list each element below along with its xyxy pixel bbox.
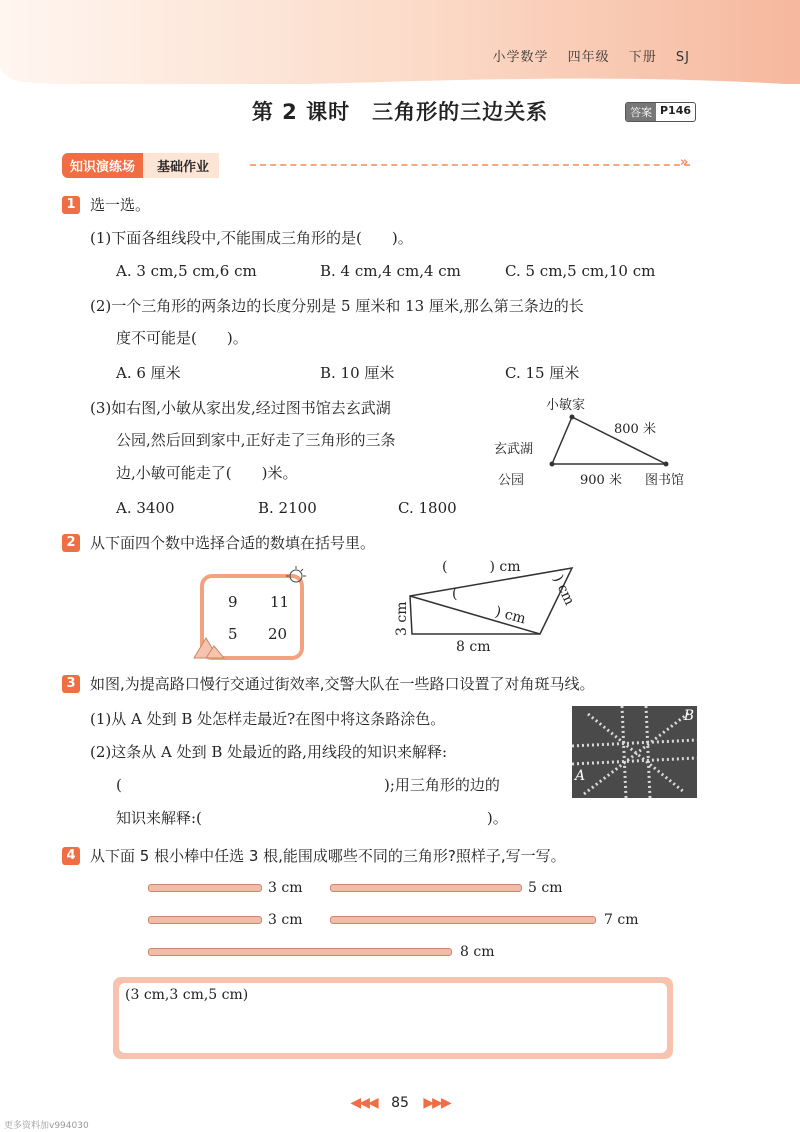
q1-p3-line2: 公园,然后回到家中,正好走了三角形的三条 — [116, 431, 396, 449]
q4-answer-area[interactable] — [119, 983, 667, 1053]
section-name: 知识演练场 — [62, 153, 143, 178]
stick-1-label: 3 cm — [268, 880, 303, 896]
number-card-frame — [202, 576, 302, 658]
q1-number: 1 — [62, 196, 80, 214]
page-title: 第 2 课时 三角形的三边关系 — [251, 100, 549, 124]
fig-lake-label1: 玄武湖 — [494, 442, 534, 457]
q1-p3-option-c: C. 1800 — [398, 499, 457, 517]
q1-p3-line3: 边,小敏可能走了( )米。 — [116, 464, 298, 482]
q4-number: 4 — [62, 847, 80, 865]
answer-tag-page: P146 — [660, 104, 692, 117]
q1-p2-line1: (2)一个三角形的两条边的长度分别是 5 厘米和 13 厘米,那么第三条边的长 — [90, 297, 584, 315]
q3-title: 如图,为提高路口慢行交通过街效率,交警大队在一些路口设置了对角斑马线。 — [90, 675, 595, 693]
header-subject: 小学数学 — [492, 50, 549, 65]
footer-pagination — [0, 1095, 800, 1111]
q3-number: 3 — [62, 675, 80, 693]
stick-5-label: 8 cm — [460, 944, 495, 960]
next-arrows-icon: ▶▶▶ — [423, 1095, 450, 1111]
prev-arrows-icon: ◀◀◀ — [350, 1095, 377, 1111]
stick-1 — [148, 884, 262, 892]
header-edition: SJ — [675, 50, 690, 65]
q3-p3a: ( — [116, 776, 122, 794]
card-number-1: 9 — [228, 593, 238, 611]
quad-top-label: ( ) cm — [442, 559, 521, 575]
q1-p2-option-b: B. 10 厘米 — [320, 364, 395, 382]
q1-p3-option-b: B. 2100 — [258, 499, 317, 517]
stick-3 — [148, 916, 262, 924]
point-a-label: A — [575, 768, 586, 784]
q3-p4: 知识来解释:( )。 — [116, 809, 508, 827]
q1-p2-option-a: A. 6 厘米 — [116, 364, 181, 382]
point-b-label: B — [683, 708, 694, 724]
quad-shape — [410, 568, 572, 634]
q2-number-card — [190, 566, 320, 666]
q1-p2-line2: 度不可能是( )。 — [116, 329, 248, 347]
q1-p2-option-c: C. 15 厘米 — [505, 364, 580, 382]
crosswalk-graphic — [572, 706, 697, 798]
section-divider — [250, 164, 690, 166]
q2-number: 2 — [62, 534, 80, 552]
header-volume: 下册 — [628, 50, 657, 65]
q1-p1-option-c: C. 5 cm,5 cm,10 cm — [505, 262, 656, 280]
page-number: 85 — [391, 1095, 409, 1111]
quad-left-label: 3 cm — [394, 601, 410, 636]
q1-p3-option-a: A. 3400 — [116, 499, 175, 517]
q2-title: 从下面四个数中选择合适的数填在括号里。 — [90, 534, 376, 552]
header-wave — [0, 60, 800, 100]
card-number-4: 20 — [268, 625, 288, 643]
q1-title: 选一选。 — [90, 196, 151, 214]
fig-home-label: 小敏家 — [546, 398, 586, 413]
q1-p1-text: (1)下面各组线段中,不能围成三角形的是( )。 — [90, 229, 413, 247]
lake-point — [550, 462, 555, 467]
stick-2 — [330, 884, 522, 892]
q4-answer-box — [113, 977, 673, 1059]
fig-d1-label: 800 米 — [614, 422, 656, 437]
stick-5 — [148, 948, 452, 956]
quad-diag-label: ) cm — [493, 603, 528, 628]
fig-library-label: 图书馆 — [645, 473, 685, 488]
stick-3-label: 3 cm — [268, 912, 303, 928]
stick-4 — [330, 916, 596, 924]
q4-example: (3 cm,3 cm,5 cm) — [125, 987, 249, 1003]
crosswalk-photo — [572, 706, 697, 798]
quad-diag-open: ( — [452, 586, 458, 602]
q3-p1: (1)从 A 处到 B 处怎样走最近?在图中将这条路涂色。 — [90, 710, 446, 728]
section-sub: 基础作业 — [143, 153, 219, 178]
watermark: 更多资料加v994030 — [4, 1121, 89, 1131]
answer-tag-label: 答案 — [626, 103, 656, 121]
card-number-3: 5 — [228, 625, 238, 643]
quad-bottom-label: 8 cm — [456, 639, 491, 655]
header-grade: 四年级 — [567, 50, 610, 65]
header-meta — [478, 46, 690, 65]
fig-lake-label2: 公园 — [498, 473, 525, 488]
q4-title: 从下面 5 根小棒中任选 3 根,能围成哪些不同的三角形?照样子,写一写。 — [90, 847, 566, 865]
stick-2-label: 5 cm — [528, 880, 563, 896]
q1-p3-line1: (3)如右图,小敏从家出发,经过图书馆去玄武湖 — [90, 399, 391, 417]
section-arrows-icon: » — [680, 155, 689, 170]
quad-right-label: ) cm — [549, 572, 578, 608]
answer-tag — [625, 102, 696, 122]
library-point — [664, 462, 669, 467]
q3-p3b: );用三角形的边的 — [384, 776, 500, 794]
q3-p2: (2)这条从 A 处到 B 处最近的路,用线段的知识来解释: — [90, 743, 447, 761]
section-bar — [62, 152, 219, 178]
q1-p1-option-a: A. 3 cm,5 cm,6 cm — [116, 262, 257, 280]
fig-d2-label: 900 米 — [580, 473, 622, 488]
q1-p1-option-b: B. 4 cm,4 cm,4 cm — [320, 262, 461, 280]
stick-4-label: 7 cm — [604, 912, 639, 928]
card-number-2: 11 — [270, 593, 290, 611]
